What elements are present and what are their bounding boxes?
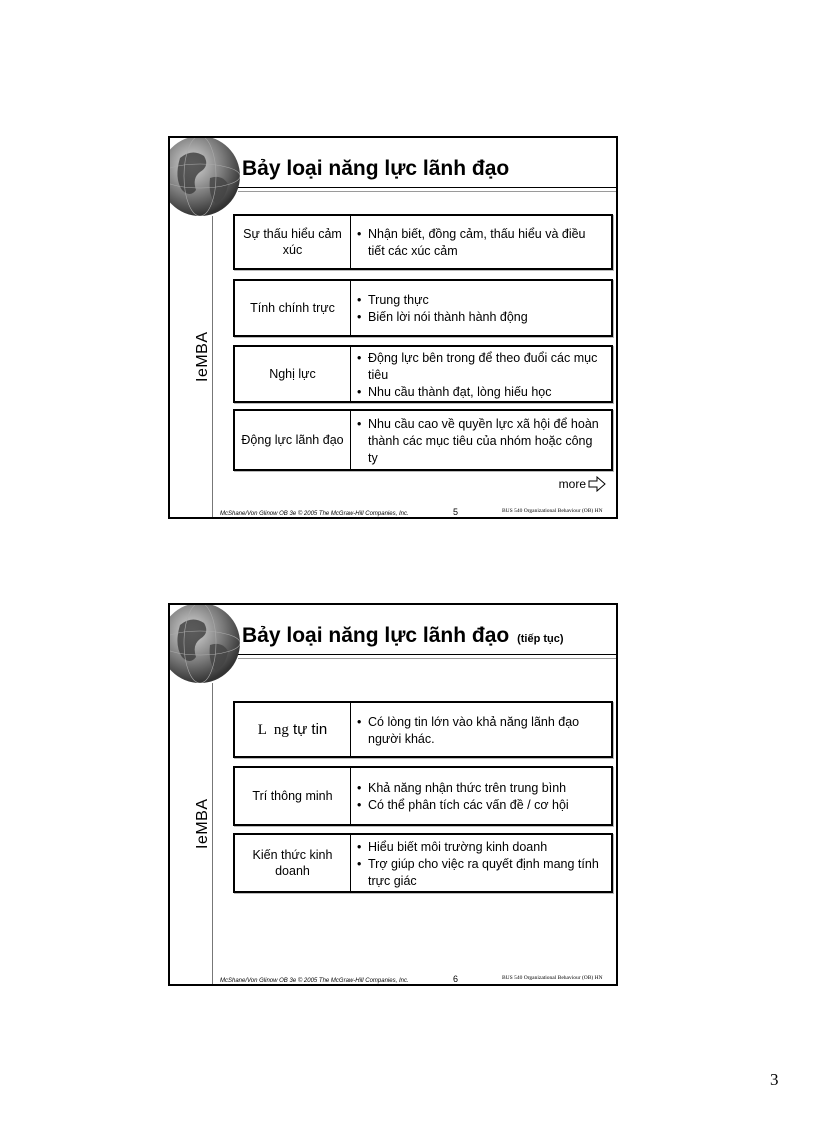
competency-term: Kiến thức kinh doanh	[235, 835, 351, 891]
bullet-item: • Khả năng nhận thức trên trung bình	[357, 780, 605, 797]
competency-term	[235, 703, 351, 756]
bullet-item: • Nhu cầu cao về quyền lực xã hội để hoàn thành các mục tiêu của nhóm hoặc công ty	[357, 416, 605, 467]
brand-label: IeMBA	[194, 798, 211, 849]
bullet-item: • Nhu cầu thành đạt, lòng hiếu học	[357, 384, 605, 401]
arrow-right-icon	[588, 476, 606, 492]
more-link[interactable]	[559, 476, 606, 492]
slide-title: Bảy loại năng lực lãnh đạo	[242, 157, 510, 180]
competency-row	[233, 766, 613, 826]
competency-description	[351, 216, 611, 268]
competency-term: Sự thấu hiểu cảm xúc	[235, 216, 351, 268]
bullet-item: • Trung thực	[357, 292, 605, 309]
competency-term: Tính chính trực	[235, 281, 351, 335]
competency-row	[233, 833, 613, 893]
globe-icon	[170, 138, 240, 216]
competency-description	[351, 835, 611, 891]
competency-row	[233, 701, 613, 758]
footer-course: BUS 540 Organizational Behaviour (OB) HN	[502, 975, 603, 981]
competency-description	[351, 703, 611, 756]
slide-5	[168, 136, 618, 519]
competency-description	[351, 347, 611, 401]
bullet-item: • Nhận biết, đồng cảm, thấu hiểu và điều tiết các xúc cảm	[357, 226, 605, 260]
footer-course: BUS 540 Organizational Behaviour (OB) HN	[502, 508, 603, 514]
slide-6	[168, 603, 618, 986]
slide-title-suffix: (tiếp tục)	[517, 633, 564, 645]
more-label: more	[558, 477, 586, 491]
bullet-item: • Biến lời nói thành hành động	[357, 309, 605, 326]
page-number: 3	[770, 1070, 779, 1089]
bullet-item: • Trợ giúp cho việc ra quyết định mang tính trực giác	[357, 856, 605, 890]
slide-title-main: Bảy loại năng lực lãnh đạo	[242, 624, 510, 647]
brand-label: IeMBA	[194, 331, 211, 382]
competency-row	[233, 345, 613, 403]
competency-description	[351, 768, 611, 824]
sidebar-divider	[212, 216, 213, 519]
slide-title	[242, 624, 564, 648]
competency-term-tail: tự tin	[288, 720, 328, 738]
competency-description	[351, 281, 611, 335]
competency-row	[233, 214, 613, 270]
globe-icon	[170, 605, 240, 683]
bullet-item: • Có lòng tin lớn vào khả năng lãnh đạo người khác.	[357, 714, 605, 748]
footer-copyright: McShane/Von Glinow OB 3e © 2005 The McGraw-Hill Companies, Inc.	[220, 978, 409, 984]
slide-number: 6	[453, 974, 459, 984]
bullet-item: • Hiểu biết môi trường kinh doanh	[357, 839, 605, 856]
competency-description	[351, 411, 611, 469]
competency-term-prefix: L ng	[257, 721, 289, 738]
bullet-item: • Động lực bên trong để theo đuổi các mục tiêu	[357, 350, 605, 384]
slide-number: 5	[453, 507, 459, 517]
competency-row	[233, 279, 613, 337]
sidebar-divider	[212, 683, 213, 986]
competency-term: Trí thông minh	[235, 768, 351, 824]
bullet-item: • Có thể phân tích các vấn đề / cơ hội	[357, 797, 605, 814]
competency-term: Động lực lãnh đạo	[235, 411, 351, 469]
title-rule	[238, 187, 616, 188]
title-rule	[238, 191, 616, 192]
title-rule	[238, 658, 616, 659]
competency-row	[233, 409, 613, 471]
title-rule	[238, 654, 616, 655]
competency-term: Nghị lực	[235, 347, 351, 401]
footer-copyright: McShane/Von Glinow OB 3e © 2005 The McGraw-Hill Companies, Inc.	[220, 511, 409, 517]
